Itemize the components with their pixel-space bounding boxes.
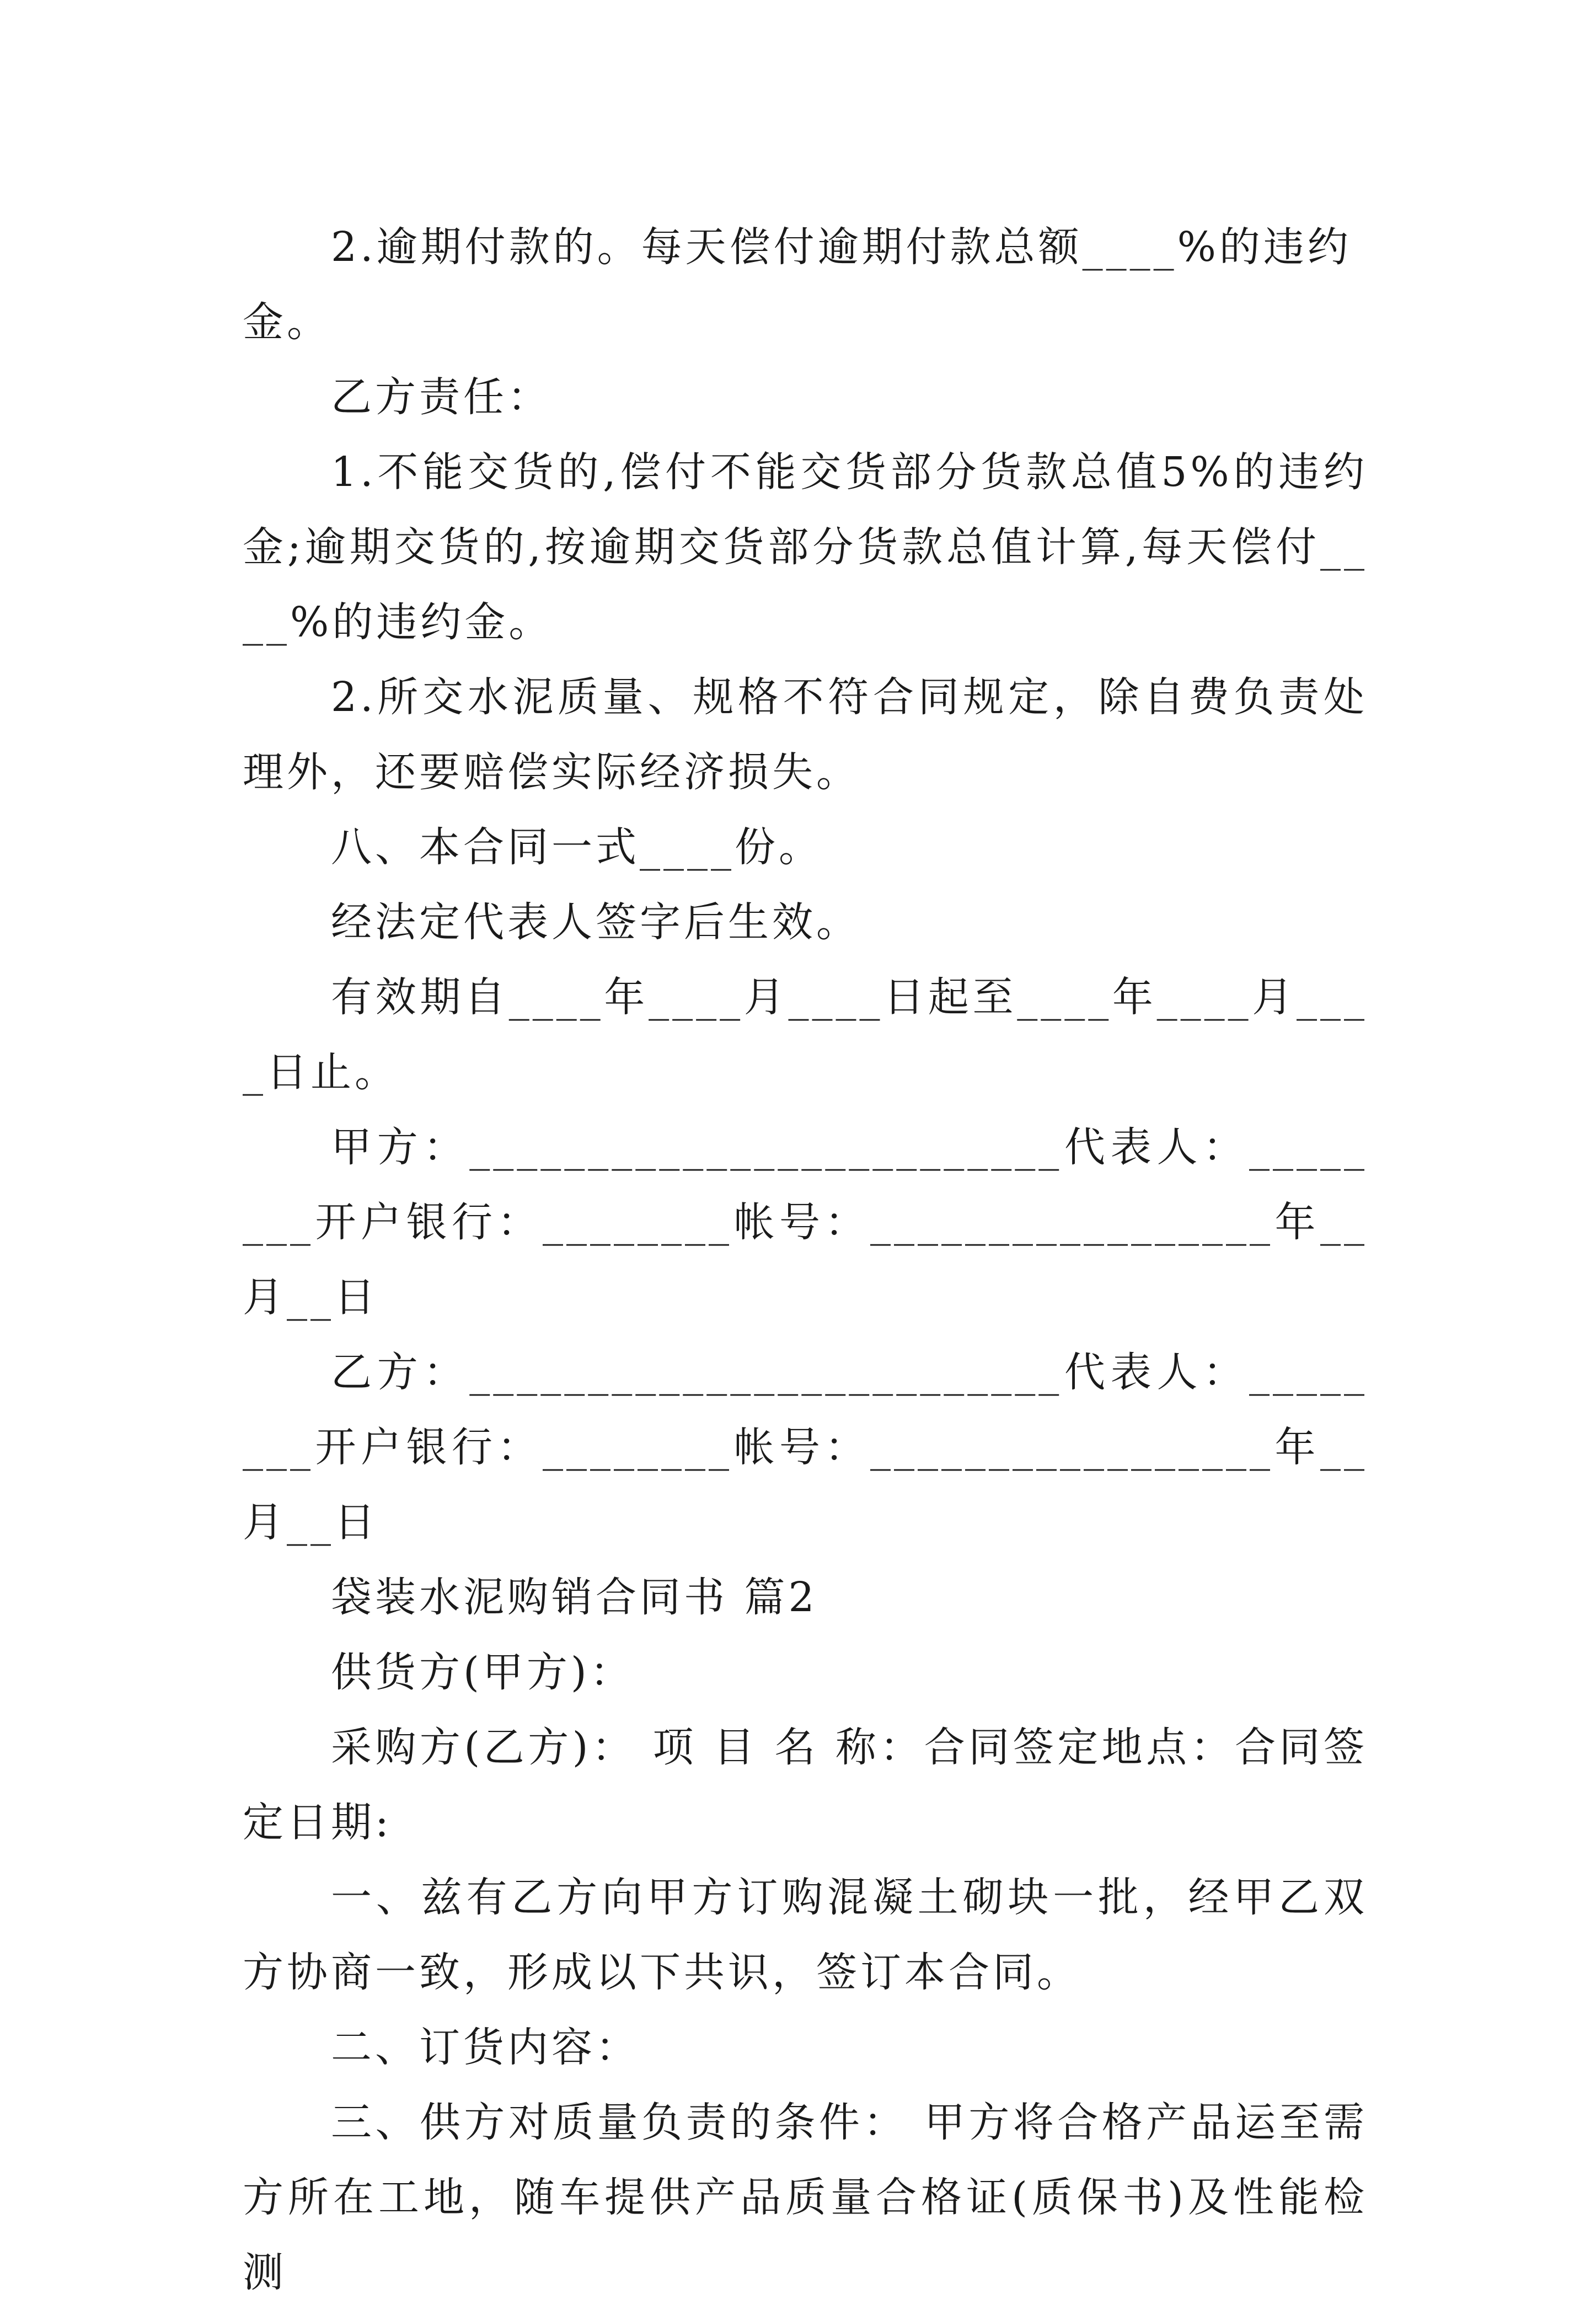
clause-copies: 八、本合同一式____份。 xyxy=(331,824,823,871)
clause-quality-nonconformity: 2.所交水泥质量、规格不符合同规定，除自费负责处理外，还要赔偿实际经济损失。 xyxy=(243,673,1368,796)
supplier-field: 供货方(甲方)： xyxy=(331,1649,634,1696)
party-b-signature-block: 乙方：_________________________代表人：________开户银行：________帐号：_________________年__月__日 xyxy=(243,1349,1368,1546)
clause-non-delivery: 1.不能交货的,偿付不能交货部分货款总值5%的违约金;逾期交货的,按逾期交货部分货款总值计算,每天偿付____%的违约金。 xyxy=(243,448,1368,646)
clause-overdue-payment: 2.逾期付款的。每天偿付逾期付款总额____%的违约金。 xyxy=(243,223,1352,346)
document-body xyxy=(243,210,1368,2310)
party-b-responsibility-heading: 乙方责任： xyxy=(331,373,551,421)
purchaser-field: 采购方(乙方)： 项 目 名 称：合同签定地点：合同签定日期: xyxy=(243,1724,1368,1846)
clause-three: 三、供方对质量负责的条件： 甲方将合格产品运至需方所在工地，随车提供产品质量合格证(质保书)及性能检测 xyxy=(243,2099,1368,2296)
party-a-signature-block: 甲方：_________________________代表人：________开户银行：________帐号：_________________年__月__日 xyxy=(243,1124,1368,1321)
section-title: 袋装水泥购销合同书 篇2 xyxy=(331,1574,818,1621)
clause-effective: 经法定代表人签字后生效。 xyxy=(331,899,860,946)
clause-validity-period: 有效期自____年____月____日起至____年____月____日止。 xyxy=(243,974,1368,1096)
clause-one: 一、兹有乙方向甲方订购混凝土砌块一批，经甲乙双方协商一致，形成以下共识，签订本合同。 xyxy=(243,1874,1368,1996)
clause-two: 二、订货内容： xyxy=(331,2024,640,2071)
